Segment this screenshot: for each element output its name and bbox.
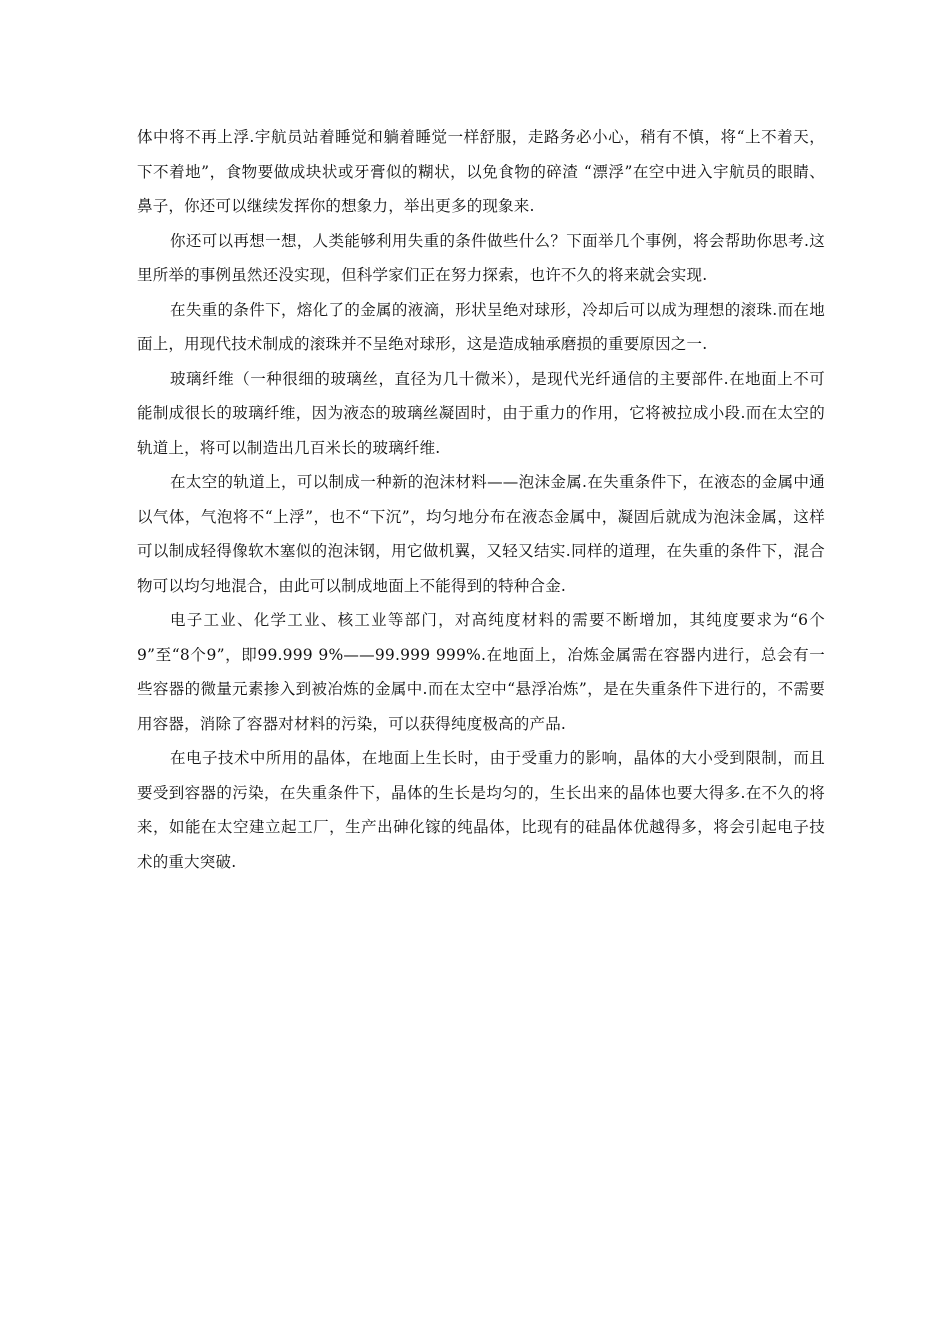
document-page	[137, 120, 825, 879]
paragraph-6: 电子工业、化学工业、核工业等部门，对高纯度材料的需要不断增加，其纯度要求为“6个9”至“8个9”，即99.999 9%——99.999 999%.在地面上，冶炼金属需在容器内进行，总会有一些容器的微量元素掺入到被冶炼的金属中.而在太空中“悬浮冶炼”，是在失重条件下进行的，不需要用容器，消除了容器对材料的污染，可以获得纯度极高的产品.	[137, 611, 825, 733]
paragraph-4: 玻璃纤维（一种很细的玻璃丝，直径为几十微米），是现代光纤通信的主要部件.在地面上不可能制成很长的玻璃纤维，因为液态的玻璃丝凝固时，由于重力的作用，它将被拉成小段.而在太空的轨道上，将可以制造出几百米长的玻璃纤维.	[137, 369, 825, 457]
paragraph-2: 你还可以再想一想，人类能够利用失重的条件做些什么？下面举几个事例，将会帮助你思考.这里所举的事例虽然还没实现，但科学家们正在努力探索，也许不久的将来就会实现.	[137, 231, 825, 284]
paragraph-1: 体中将不再上浮.宇航员站着睡觉和躺着睡觉一样舒服，走路务必小心，稍有不慎，将“上不着天，下不着地”，食物要做成块状或牙膏似的糊状，以免食物的碎渣 “漂浮”在空中进入宇航员的眼睛、鼻子，你还可以继续发挥你的想象力，举出更多的现象来.	[137, 128, 825, 215]
paragraph-5: 在太空的轨道上，可以制成一种新的泡沫材料——泡沫金属.在失重条件下，在液态的金属中通以气体，气泡将不“上浮”，也不“下沉”，均匀地分布在液态金属中，凝固后就成为泡沫金属，这样可以制成轻得像软木塞似的泡沫钢，用它做机翼，又轻又结实.同样的道理，在失重的条件下，混合物可以均匀地混合，由此可以制成地面上不能得到的特种合金.	[137, 473, 825, 595]
paragraph-7: 在电子技术中所用的晶体，在地面上生长时，由于受重力的影响，晶体的大小受到限制，而且要受到容器的污染，在失重条件下，晶体的生长是均匀的，生长出来的晶体也要大得多.在不久的将来，如能在太空建立起工厂，生产出砷化镓的纯晶体，比现有的硅晶体优越得多，将会引起电子技术的重大突破.	[137, 749, 825, 871]
paragraph-3: 在失重的条件下，熔化了的金属的液滴，形状呈绝对球形，冷却后可以成为理想的滚珠.而在地面上，用现代技术制成的滚珠并不呈绝对球形，这是造成轴承磨损的重要原因之一.	[137, 300, 825, 353]
